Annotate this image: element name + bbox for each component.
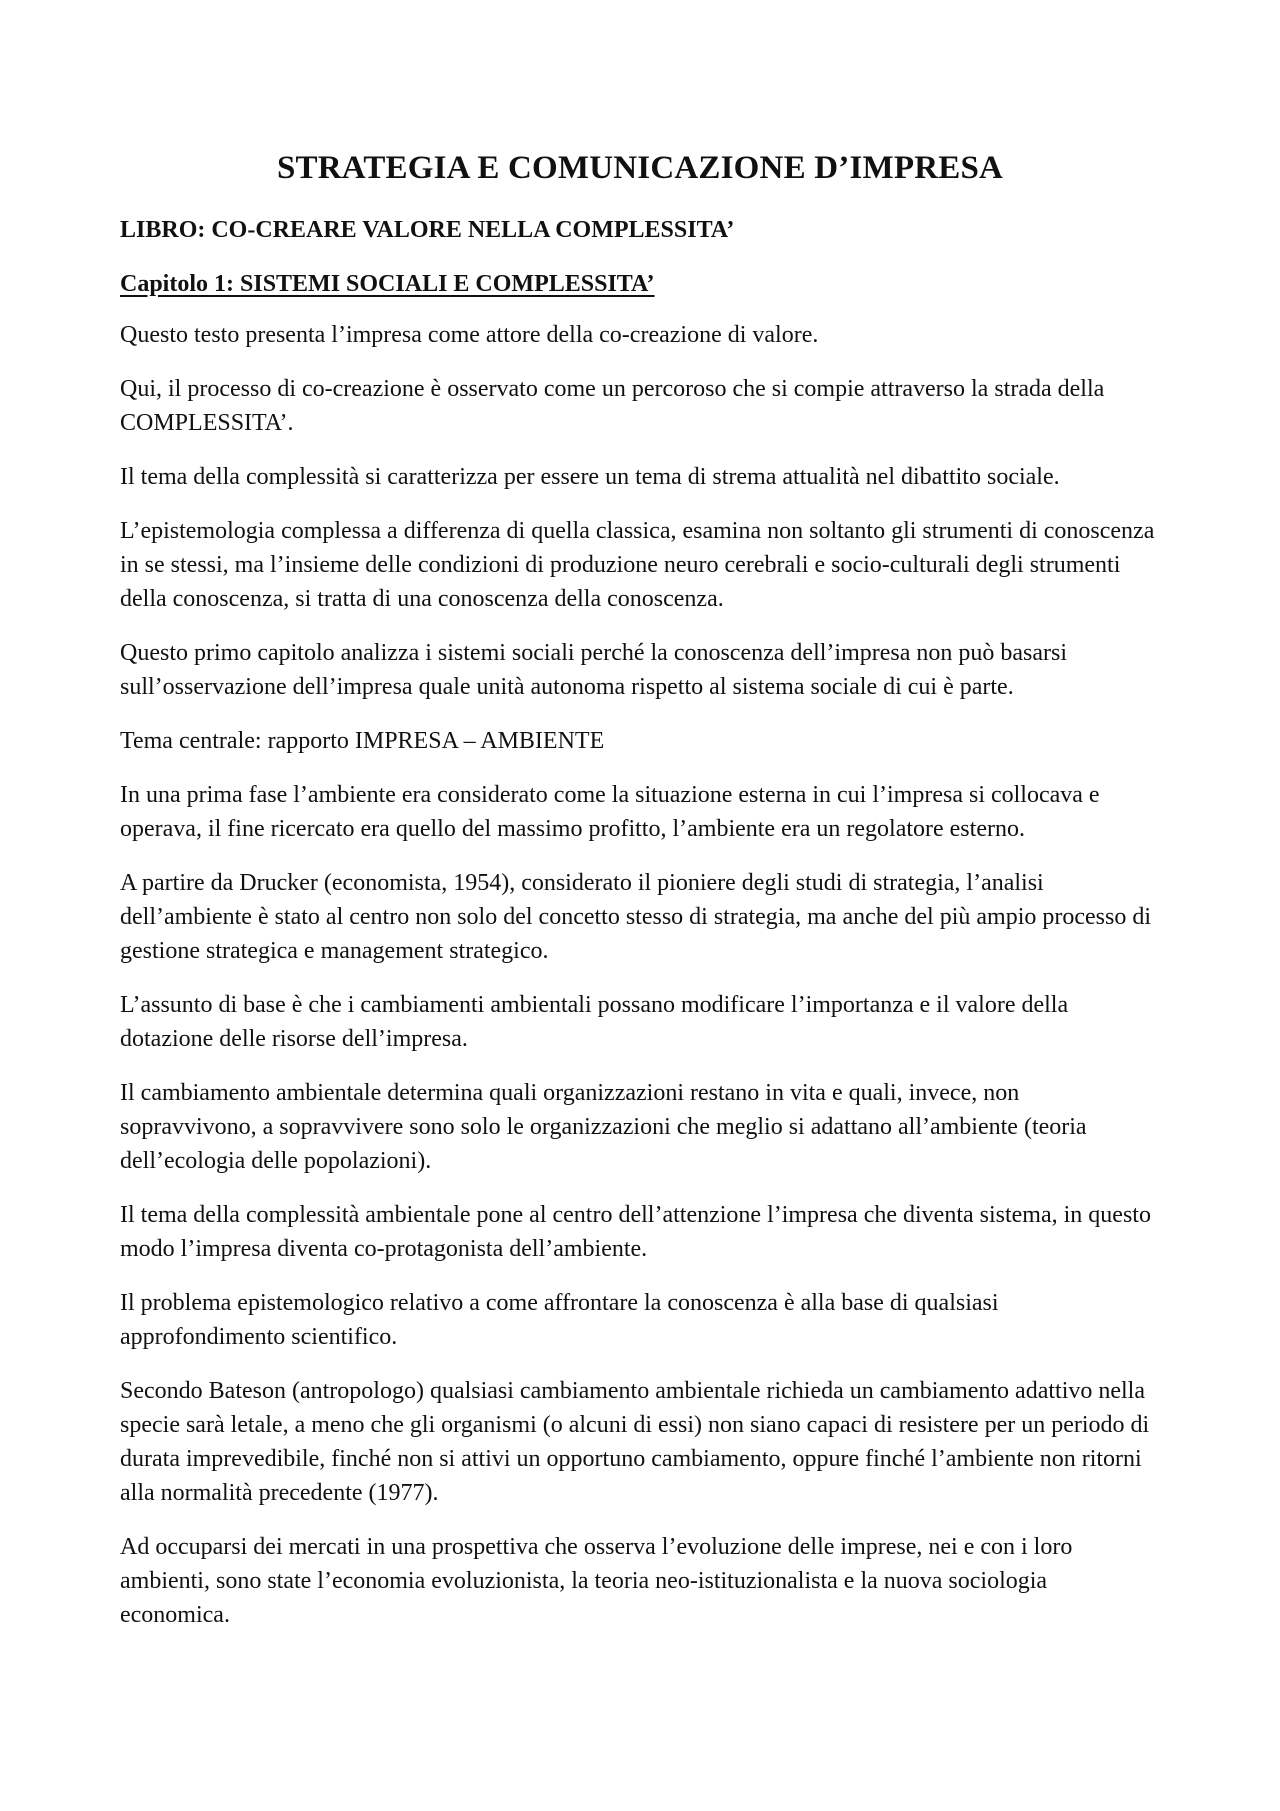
paragraph-first-phase: In una prima fase l’ambiente era considerato come la situazione esterna in cui l’impresa si collocava e operava, il fine ricercato era quello del massimo profitto, l’ambiente era un regolatore esterno. (120, 782, 1100, 842)
paragraph-epistemology: L’epistemologia complessa a differenza di quella classica, esamina non soltanto gli strumenti di conoscenza in se stessi, ma l’insieme delle condizioni di produzione neuro cerebrali e socio-culturali degli strumenti della conoscenza, si tratta di una conoscenza della conoscenza. (120, 518, 1155, 612)
paragraph-bateson: Secondo Bateson (antropologo) qualsiasi cambiamento ambientale richieda un cambiamento adattivo nella specie sarà letale, a meno che gli organismi (o alcuni di essi) non siano capaci di resistere per un periodo di durata imprevedibile, finché non si attivi un opportuno cambiamento, oppure finché l’ambiente non ritorni alla normalità precedente (1977). (120, 1378, 1150, 1506)
book-title: LIBRO: CO-CREARE VALORE NELLA COMPLESSITA’ (120, 217, 735, 243)
paragraph-epistemological-problem: Il problema epistemologico relativo a come affrontare la conoscenza è alla base di qualsiasi approfondimento scientifico. (120, 1290, 999, 1350)
document-content (120, 148, 1160, 1652)
paragraph-markets-perspective: Ad occuparsi dei mercati in una prospettiva che osserva l’evoluzione delle imprese, nei e con i loro ambienti, sono state l’economia evoluzionista, la teoria neo-istituzionalista e la nuova sociologia economica. (120, 1534, 1073, 1628)
paragraph-basic-assumption: L’assunto di base è che i cambiamenti ambientali possano modificare l’importanza e il valore della dotazione delle risorse dell’impresa. (120, 992, 1069, 1052)
chapter-title: Capitolo 1: SISTEMI SOCIALI E COMPLESSITA’ (120, 271, 655, 297)
paragraph-population-ecology: Il cambiamento ambientale determina quali organizzazioni restano in vita e quali, invece, non sopravvivono, a sopravvivere sono solo le organizzazioni che meglio si adattano all’ambiente (teoria dell’ecologia delle popolazioni). (120, 1080, 1087, 1174)
document-title: STRATEGIA E COMUNICAZIONE D’IMPRESA (276, 150, 1004, 186)
paragraph-social-systems: Questo primo capitolo analizza i sistemi sociali perché la conoscenza dell’impresa non può basarsi sull’osservazione dell’impresa quale unità autonoma rispetto al sistema sociale di cui è parte. (120, 640, 1068, 700)
paragraph-drucker: A partire da Drucker (economista, 1954), considerato il pioniere degli studi di strategia, l’analisi dell’ambiente è stato al centro non solo del concetto stesso di strategia, ma anche del più ampio processo di gestione strategica e management strategico. (120, 870, 1152, 964)
paragraph-complexity-theme: Il tema della complessità si caratterizza per essere un tema di strema attualità nel dibattito sociale. (120, 464, 1060, 490)
paragraph-central-theme: Tema centrale: rapporto IMPRESA – AMBIENTE (120, 728, 605, 754)
paragraph-environmental-complexity: Il tema della complessità ambientale pone al centro dell’attenzione l’impresa che diventa sistema, in questo modo l’impresa diventa co-protagonista dell’ambiente. (120, 1202, 1151, 1262)
paragraph-intro: Questo testo presenta l’impresa come attore della co-creazione di valore. (120, 322, 819, 348)
paragraph-co-creation: Qui, il processo di co-creazione è osservato come un percoroso che si compie attraverso la strada della COMPLESSITA’. (120, 376, 1105, 436)
